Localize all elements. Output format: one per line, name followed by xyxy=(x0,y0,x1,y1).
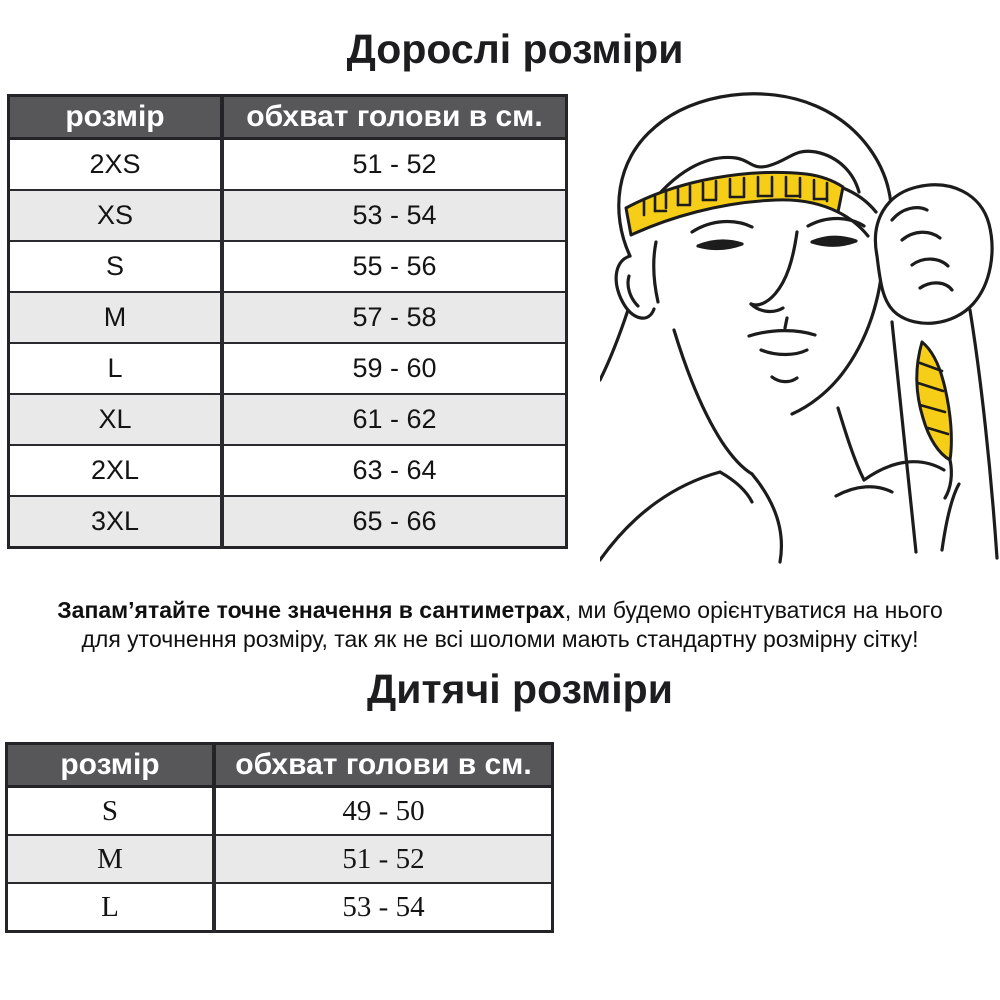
size-cell: S xyxy=(9,241,223,292)
table-row xyxy=(9,445,567,496)
range-cell: 51 - 52 xyxy=(214,835,553,883)
table-row xyxy=(7,787,553,836)
neck-left-line xyxy=(674,330,752,474)
hand-fist xyxy=(875,185,992,323)
arm-outer-line xyxy=(970,310,997,558)
table-row xyxy=(7,883,553,932)
range-cell: 55 - 56 xyxy=(222,241,567,292)
kids-size-table-wrap xyxy=(5,742,554,933)
head-measurement-illustration xyxy=(600,78,1000,583)
size-cell: M xyxy=(9,292,223,343)
lower-lip-line xyxy=(761,350,807,355)
table-row xyxy=(9,496,567,548)
right-shoulder-line xyxy=(864,462,944,480)
range-cell: 51 - 52 xyxy=(222,139,567,191)
range-cell: 57 - 58 xyxy=(222,292,567,343)
ear-icon xyxy=(616,256,654,318)
size-cell: 2XL xyxy=(9,445,223,496)
neck-right-line xyxy=(838,408,864,480)
range-cell: 63 - 64 xyxy=(222,445,567,496)
measurement-note xyxy=(0,596,1000,654)
chin-line xyxy=(772,377,797,382)
size-column-header: розмір xyxy=(9,96,223,139)
range-cell: 53 - 54 xyxy=(222,190,567,241)
ear-inner-line xyxy=(628,276,638,306)
nose-line xyxy=(751,232,797,305)
note-line2: для уточнення розміру, так як не всі шоломи мають стандартну розмірну сітку! xyxy=(81,626,919,652)
sideburn-line xyxy=(654,242,658,302)
adult-size-table xyxy=(7,94,568,549)
kids-sizes-title: Дитячі розміри xyxy=(367,666,673,712)
adult-size-table-wrap xyxy=(7,94,568,549)
header-row xyxy=(7,744,553,787)
range-cell: 59 - 60 xyxy=(222,343,567,394)
range-cell: 49 - 50 xyxy=(214,787,553,836)
size-cell: S xyxy=(7,787,215,836)
table-row xyxy=(7,835,553,883)
table-row xyxy=(9,241,567,292)
left-eyebrow xyxy=(692,222,752,232)
range-cell: 53 - 54 xyxy=(214,883,553,932)
size-column-header: розмір xyxy=(7,744,215,787)
range-cell: 65 - 66 xyxy=(222,496,567,548)
table-row xyxy=(9,343,567,394)
right-eye xyxy=(812,237,856,245)
kids-size-table xyxy=(5,742,554,933)
armpit-line xyxy=(836,487,892,496)
range-cell: 61 - 62 xyxy=(222,394,567,445)
table-row xyxy=(9,394,567,445)
nape-line xyxy=(600,310,628,380)
size-cell: 3XL xyxy=(9,496,223,548)
adult-sizes-title: Дорослі розміри xyxy=(346,26,684,72)
size-cell: L xyxy=(7,883,215,932)
sleeve-fold-line xyxy=(942,484,959,550)
table-row xyxy=(9,292,567,343)
table-row xyxy=(9,139,567,191)
size-cell: 2XS xyxy=(9,139,223,191)
collar-line xyxy=(752,474,781,562)
jaw-line xyxy=(792,256,883,414)
circumference-column-header: обхват голови в см. xyxy=(214,744,553,787)
left-shoulder-line xyxy=(600,472,720,560)
circumference-column-header: обхват голови в см. xyxy=(222,96,567,139)
tape-tail-line xyxy=(945,460,951,498)
left-eye xyxy=(698,241,742,249)
philtrum-line xyxy=(785,318,787,328)
size-cell: M xyxy=(7,835,215,883)
size-cell: XL xyxy=(9,394,223,445)
header-row xyxy=(9,96,567,139)
table-row xyxy=(9,190,567,241)
size-cell: L xyxy=(9,343,223,394)
upper-lip-line xyxy=(749,331,815,336)
size-cell: XS xyxy=(9,190,223,241)
note-bold-text: Запам’ятайте точне значення в сантиметрах xyxy=(57,597,565,623)
note-line1-rest: , ми будемо орієнтуватися на нього xyxy=(564,597,943,623)
tape-end xyxy=(917,342,952,460)
collar-fold-line xyxy=(720,472,752,502)
arm-inner-line xyxy=(892,322,916,552)
